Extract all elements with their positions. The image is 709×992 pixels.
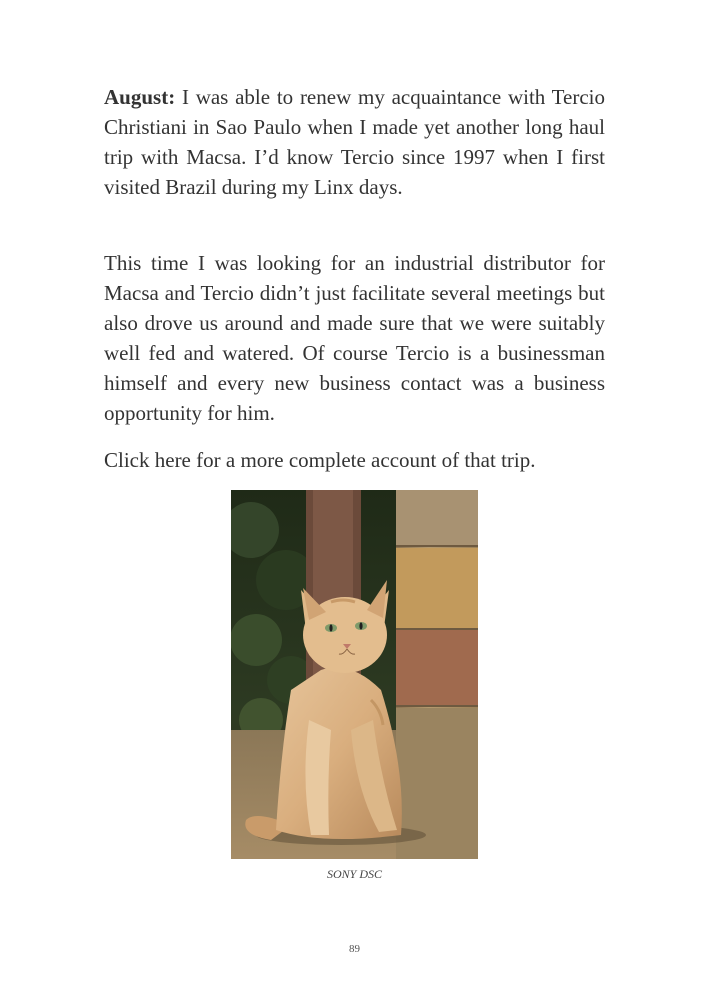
paragraph-distributor [104,248,605,428]
page-number: 89 [349,943,360,955]
paragraph-august-text: I was able to renew my acquaintance with Tercio Christiani in Sao Paulo when I made yet another long haul trip with Macsa. I’d know Tercio since 1997 when I first visited Brazil during my Linx days. [104,85,605,199]
photo-caption: SONY DSC [326,867,382,881]
paragraph-label-august: August: [104,85,176,109]
paragraph-distributor-text: This time I was looking for an industrial distributor for Macsa and Tercio didn’t just facilitate several meetings but also drove us around and made sure that we were suitably well fed and watered. Of course Tercio is a businessman himself and every new business contact was a business opportunity for him. [104,251,605,425]
trip-account-link-text[interactable]: Click here for a more complete account of that trip. [104,448,536,472]
paragraph-august [104,82,605,202]
cat-photo [231,490,478,859]
trip-account-link-paragraph[interactable] [104,445,605,475]
cat-photo-illustration [231,490,478,859]
